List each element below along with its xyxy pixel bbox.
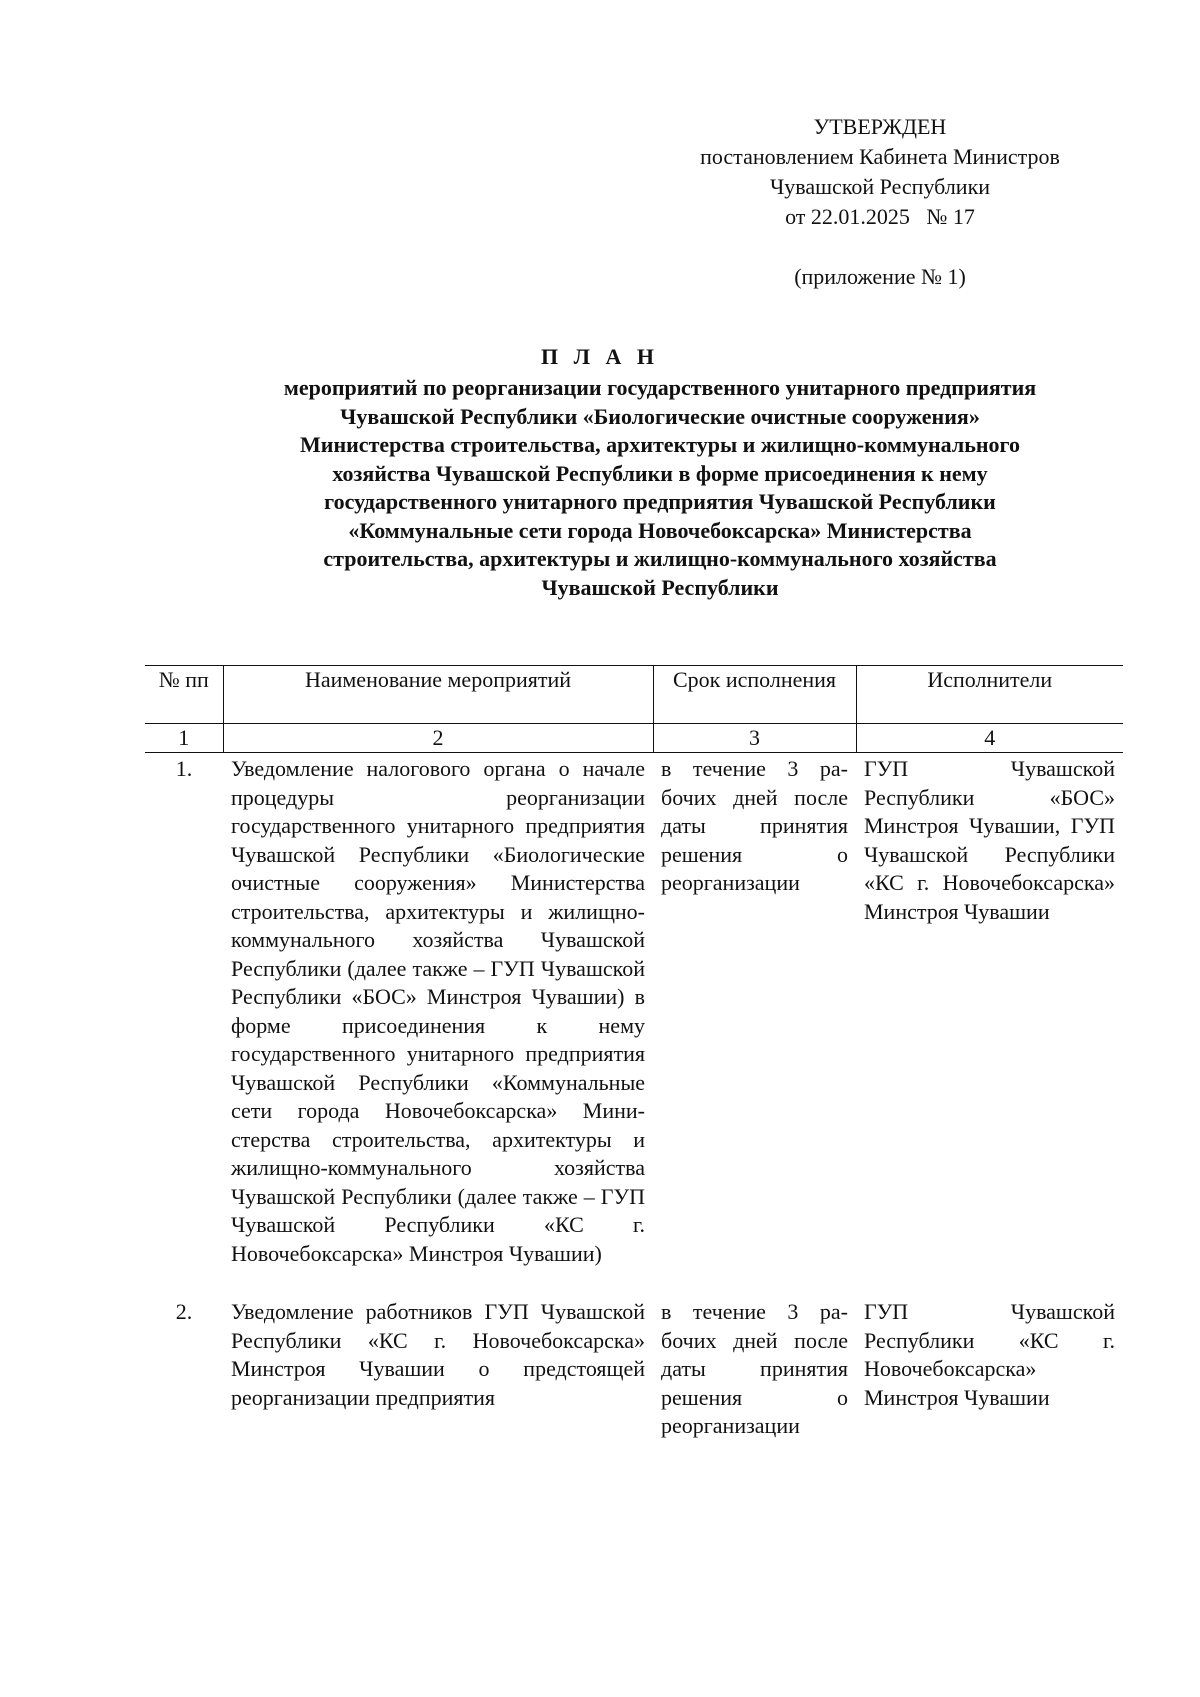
approval-stamp [660, 112, 1100, 232]
table-row [145, 1296, 1123, 1441]
row-activity: Уведомление работников ГУП Чувашской Республики «КС г. Новочебоксарска» Минстроя Чувашии о предстоящей реорганизации предприятия [231, 1299, 645, 1410]
row-number: 2. [175, 1299, 193, 1324]
row-number: 1. [175, 756, 193, 781]
column-number-row [145, 724, 1123, 753]
row-activity: Уведомление налогового органа о начале процедуры реорганизации государственного унитарного предприятия Чувашской Республики «Биологические очистные сооружения» Министерства строительства, архитектуры и жилищно-коммунального хозяйства Чувашской Республики (далее также – ГУП Чувашской Республики «БОС» Минстроя Чувашии) в форме присоединения к нему государственного унитарного предприятия Чувашской Республики «Коммунальные сети города Новочебоксарска» Министерства строительства, архитектуры и жилищно-коммунального хозяйства Чувашской Республики (далее также – ГУП Чувашской Республики «КС г. Новочебоксарска» Минстроя Чувашии) [231, 756, 645, 1266]
plan-subtitle [200, 374, 1120, 602]
plan-table [145, 665, 1123, 1441]
column-number: 4 [856, 724, 1123, 753]
row-deadline: в течение 3 рабочих дней после даты принятия решения о реорганизации [661, 1299, 848, 1438]
header-executors: Исполнители [856, 666, 1123, 724]
approval-line-3: от 22.01.2025 № 17 [785, 204, 975, 229]
approval-line-1: постановлением Кабинета Министров [700, 144, 1060, 169]
plan-table-header [145, 666, 1123, 753]
plan-subtitle-line: «Коммунальные сети города Новочебоксарска» Министерства [348, 517, 972, 543]
plan-subtitle-line: Чувашской Республики «Биологические очистные сооружения» [340, 403, 980, 429]
table-row [145, 753, 1123, 1297]
plan-subtitle-line: хозяйства Чувашской Республики в форме присоединения к нему [332, 460, 988, 486]
approval-line-2: Чувашской Республики [769, 174, 991, 199]
appendix-note: (приложение № 1) [794, 264, 966, 289]
row-deadline: в течение 3 рабочих дней после даты принятия решения о реорганизации [661, 756, 848, 895]
plan-subtitle-line: строительства, архитектуры и жилищно-коммунального хозяйства [323, 546, 997, 571]
header-num: № пп [145, 666, 223, 724]
approval-title: УТВЕРЖДЕН [813, 114, 947, 139]
plan-subtitle-line: государственного унитарного предприятия Чувашской Республики [324, 489, 996, 514]
plan-title: П Л А Н [540, 344, 659, 369]
column-number: 1 [145, 724, 223, 753]
header-row [145, 666, 1123, 724]
row-executors: ГУП Чувашской Республики «КС г. Новочебоксарска» Минстроя Чувашии [864, 1299, 1115, 1410]
column-number: 3 [653, 724, 856, 753]
row-executors: ГУП Чувашской Республики «БОС» Минстроя Чувашии, ГУП Чувашской Республики «КС г. Новочебоксарска» Минстроя Чувашии [864, 756, 1115, 924]
plan-subtitle-line: мероприятий по реорганизации государственного унитарного предприятия [283, 375, 1037, 400]
plan-subtitle-line: Министерства строительства, архитектуры и жилищно-коммунального [300, 432, 1020, 457]
header-name: Наименование мероприятий [223, 666, 653, 724]
header-deadline: Срок исполнения [653, 666, 856, 724]
column-number: 2 [223, 724, 653, 753]
plan-subtitle-line: Чувашской Республики [541, 574, 779, 600]
